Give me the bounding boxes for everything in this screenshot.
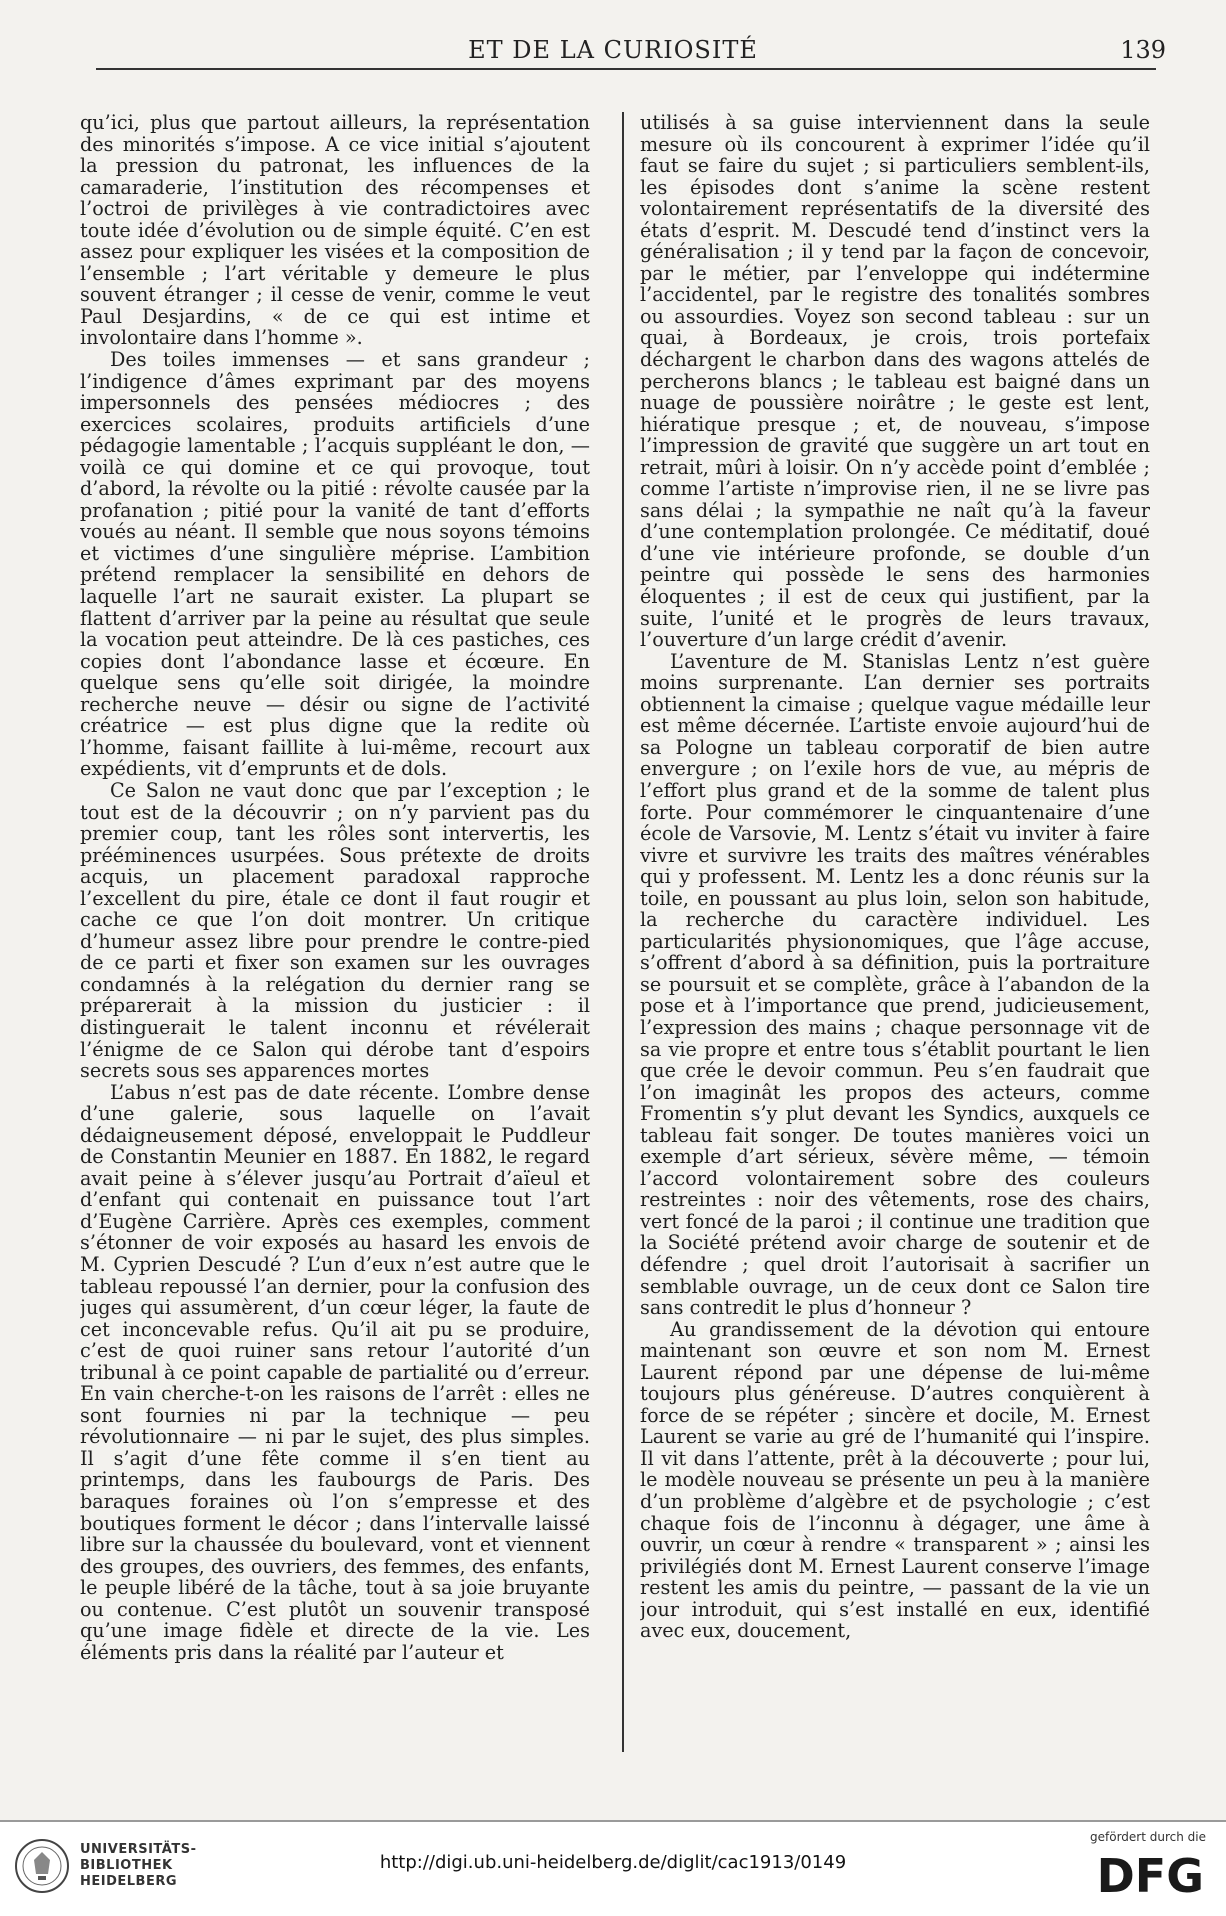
paragraph: Des toiles immenses — et sans grandeur ; l’indigence d’âmes exprimant par des moyens impersonnels des pensées médiocres ; des exercices scolaires, produits artificiels d’une pédagogie lamentable ; l’acquis suppléant le don, — voilà ce qui domine et ce qui provoque, tout d’abord, la révolte ou la pitié : révolte causée par la profanation ; pitié pour la vanité de tant d’efforts voués au néant. Il semble que nous soyons témoins et victimes d’une singulière méprise. L’ambition prétend remplacer la sensibilité en dehors de laquelle l’art ne saurait exister. La plupart se flattent d’arriver par la peine au résultat que seule la vocation peut atteindre. De là ces pastiches, ces copies dont l’abondance lasse et écœure. En quelque sens qu’elle soit dirigée, la moindre recherche neuve — désir ou signe de l’activité créatrice — est plus digne que la redite où l’homme, faisant faillite à lui-même, recourt aux expédients, vit d’emprunts et de dols. xyxy=(80,348,590,781)
header-rule xyxy=(96,68,1156,70)
institution-line: BIBLIOTHEK xyxy=(80,1858,173,1873)
running-title: ET DE LA CURIOSITÉ xyxy=(468,36,758,64)
paragraph: Au grandissement de la dévotion qui entoure maintenant son œuvre et son nom M. Ernest Laurent répond par une dépense de lui-même toujours plus généreuse. D’autres conquièrent à force de se répéter ; sincère et docile, M. Ernest Laurent se varie au gré de l’humanité qui l’inspire. Il vit dans l’attente, prêt à la découverte ; pour lui, le modèle nouveau se présente un peu à la manière d’un problème d’algèbre et de psychologie ; c’est chaque fois de l’inconnu à dégager, une âme à ouvrir, un cœur à rendre « transparent » ; ainsi les privilégiés dont M. Ernest Laurent conserve l’image restent les amis du peintre, — passant de la vie un jour introduit, qui s’est installé en eux, identifié avec eux, doucement, xyxy=(640,1317,1150,1643)
digitization-footer xyxy=(0,1820,1226,1916)
paragraph: L’abus n’est pas de date récente. L’ombre dense d’une galerie, sous laquelle on l’avait dédaigneusement déposé, enveloppait le Puddleur de Constantin Meunier en 1887. En 1882, le regard avait peine à s’élever jusqu’au Portrait d’aïeul et d’enfant qui contenait en puissance tout l’art d’Eugène Carrière. Après ces exemples, comment s’étonner de voir exposés au hasard les envois de M. Cyprien Descudé ? L’un d’eux n’est autre que le tableau repoussé l’an dernier, pour la confusion des juges qui assumèrent, d’un cœur léger, la faute de cet inconcevable refus. Qu’il ait pu se produire, c’est de quoi ruiner sans retour l’autorité d’un tribunal à ce point capable de partialité ou d’erreur. En vain cherche-t-on les raisons de l’arrêt : elles ne sont fournies ni par la technique — peu révolutionnaire — ni par le sujet, des plus simples. Il s’agit d’une fête comme il s’en tient au printemps, dans les faubourgs de Paris. Des baraques foraines où l’on s’empresse et des boutiques forment le décor ; dans l’intervalle laissé libre sur la chaussée du boulevard, vont et viennent des groupes, des ouvriers, des femmes, des enfants, le peuple libéré de la tâche, tout à sa joie bruyante ou contenue. C’est plutôt un souvenir transposé qu’une image fidèle et directe de la vie. Les éléments pris dans la réalité par l’auteur et xyxy=(80,1080,590,1664)
institution-name xyxy=(80,1842,260,1890)
column-rule xyxy=(622,112,624,1752)
left-column xyxy=(80,112,590,1752)
paragraph: utilisés à sa guise interviennent dans la seule mesure où ils concourent à exprimer l’idée qu’il faut se faire du sujet ; si particuliers semblent-ils, les épisodes dont s’anime la scène restent volontairement représentatifs de la diversité des états d’esprit. M. Descudé tend d’instinct vers la généralisation ; il y tend par la façon de concevoir, par le métier, par l’enveloppe qui indétermine l’accidentel, par le registre des tonalités sombres ou assourdies. Voyez son second tableau : sur un quai, à Bordeaux, je crois, trois portefaix déchargent le charbon dans des wagons attelés de percherons blancs ; le tableau est baigné dans un nuage de poussière noirâtre ; le geste est lent, hiératique presque ; et, de nouveau, s’impose l’impression de gravité que suggère un art tout en retrait, mûri à loisir. On n’y accède point d’emblée ; comme l’artiste n’improvise rien, il ne se livre pas sans délai ; la sympathie ne naît qu’à la faveur d’une contemplation prolongée. Ce méditatif, doué d’une vie intérieure profonde, se double d’un peintre qui possède le sens des harmonies éloquentes ; il est de ceux qui justifient, par la suite, l’unité et le progrès de leurs travaux, l’ouverture d’un large crédit d’avenir. xyxy=(640,112,1150,652)
right-column xyxy=(640,112,1150,1752)
footer-rule xyxy=(0,1820,1226,1822)
dfg-logo-text: DFG xyxy=(1096,1850,1204,1898)
funder-label: gefördert durch die xyxy=(1090,1830,1206,1844)
source-url-link[interactable]: http://digi.ub.uni-heidelberg.de/diglit/cac1913/0149 xyxy=(379,1852,847,1873)
institution-line: UNIVERSITÄTS- xyxy=(80,1842,197,1857)
funder-block xyxy=(1026,1830,1206,1898)
paragraph: Ce Salon ne vaut donc que par l’exception ; le tout est de la découvrir ; on n’y parvient pas du premier coup, tant les rôles sont intervertis, les prééminences usurpées. Sous prétexte de droits acquis, un placement paradoxal rapproche l’excellent du pire, étale ce dont il faut rougir et cache ce que l’on doit montrer. Un critique d’humeur assez libre pour prendre le contre-pied de ce parti et fixer son examen sur les ouvrages condamnés à la relégation du dernier rang se préparerait à la mission du justicier : il distinguerait le talent inconnu et révélerait l’énigme de ce Salon qui dérobe tant d’espoirs secrets sous ses apparences mortes xyxy=(80,778,590,1083)
dfg-logo-icon xyxy=(1056,1850,1206,1898)
paragraph: L’aventure de M. Stanislas Lentz n’est guère moins surprenante. L’an dernier ses portraits obtiennent la cimaise ; quelque vague médaille leur est même décernée. L’artiste envoie aujourd’hui de sa Pologne un tableau corporatif de bien autre envergure ; on l’exile hors de vue, au mépris de l’effort plus grand et de la somme de talent plus forte. Pour commémorer le cinquantenaire d’une école de Varsovie, M. Lentz s’était vu inviter à faire vivre et survivre les traits des maîtres vénérables qui y professent. M. Lentz les a donc réunis sur la toile, en poussant au plus loin, selon son habitude, la recherche du caractère individuel. Les particularités physionomiques, que l’âge accuse, s’offrent d’abord à sa définition, puis la portraiture se poursuit et se complète, grâce à l’abandon de la pose et à l’importance que prend, judicieusement, l’expression des mains ; chaque personnage vit de sa vie propre et entre tous s’établit pourtant le lien que crée le devoir commun. Peu s’en faudrait que l’on imaginât les propos des acteurs, comme Fromentin s’y plut devant les Syndics, auxquels ce tableau fait songer. De toutes manières voici un exemple d’art sérieux, sévère même, — témoin l’accord volontairement sobre des couleurs restreintes : noir des vêtements, rose des chairs, vert foncé de la paroi ; il continue une tradition que la Société prétend avoir charge de soutenir et de défendre ; quel droit l’autorisait à sacrifier un semblable ouvrage, un de ceux dont ce Salon tire sans contredit le plus d’honneur ? xyxy=(640,649,1150,1320)
university-seal-icon xyxy=(14,1838,70,1894)
page-header xyxy=(0,36,1226,72)
institution-line: HEIDELBERG xyxy=(80,1874,178,1889)
paragraph: qu’ici, plus que partout ailleurs, la représentation des minorités s’impose. A ce vice initial s’ajoutent la pression du patronat, les influences de la camaraderie, l’institution des récompenses et l’octroi de privilèges à vie contradictoires avec toute idée d’évolution ou de simple équité. C’en est assez pour expliquer les visées et la composition de l’ensemble ; l’art véritable y demeure le plus souvent étranger ; il cesse de venir, comme le veut Paul Desjardins, « de ce qui est intime et involontaire dans l’homme ». xyxy=(80,112,590,350)
page-number: 139 xyxy=(1120,36,1166,64)
